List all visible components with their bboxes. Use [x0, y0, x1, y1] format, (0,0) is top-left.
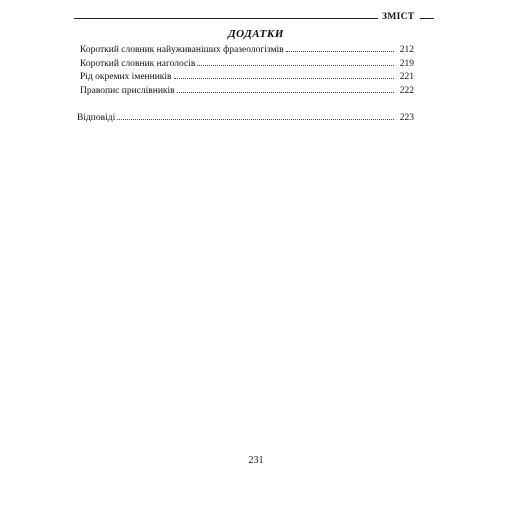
dot-leader — [117, 119, 394, 120]
toc-entry-adverbs[interactable] — [80, 85, 414, 99]
running-header — [74, 12, 424, 26]
toc-entry-page: 221 — [399, 72, 414, 82]
dot-leader — [286, 51, 394, 52]
toc-entry-title: Короткий словник наголосів — [80, 58, 196, 69]
section-title: ДОДАТКИ — [228, 28, 284, 40]
toc-entry-phraseology[interactable] — [80, 44, 414, 58]
header-rule — [74, 18, 378, 19]
toc-entry-answers[interactable] — [77, 112, 414, 126]
header-rule-end — [420, 18, 434, 19]
toc-entry-page: 223 — [399, 113, 414, 123]
toc-entry-title: Короткий словник найуживаніших фразеологізмів — [80, 45, 284, 55]
page-number: 231 — [248, 455, 264, 466]
toc-entry-page: 222 — [399, 85, 414, 96]
dot-leader — [174, 78, 394, 79]
toc-entry-page: 212 — [399, 45, 414, 55]
toc-entry-title: Відповіді — [77, 113, 116, 123]
toc-entry-title: Правопис прислівників — [80, 85, 175, 96]
dot-leader — [197, 65, 394, 66]
toc-entry-noun-gender[interactable] — [80, 71, 414, 85]
table-of-contents — [77, 44, 414, 126]
toc-spacer — [80, 98, 414, 112]
running-header-label: ЗМІСТ — [382, 12, 415, 22]
toc-entry-stress[interactable] — [80, 58, 414, 72]
toc-entry-page: 219 — [399, 58, 414, 69]
toc-entry-title: Рід окремих іменників — [80, 72, 172, 82]
dot-leader — [177, 92, 394, 93]
